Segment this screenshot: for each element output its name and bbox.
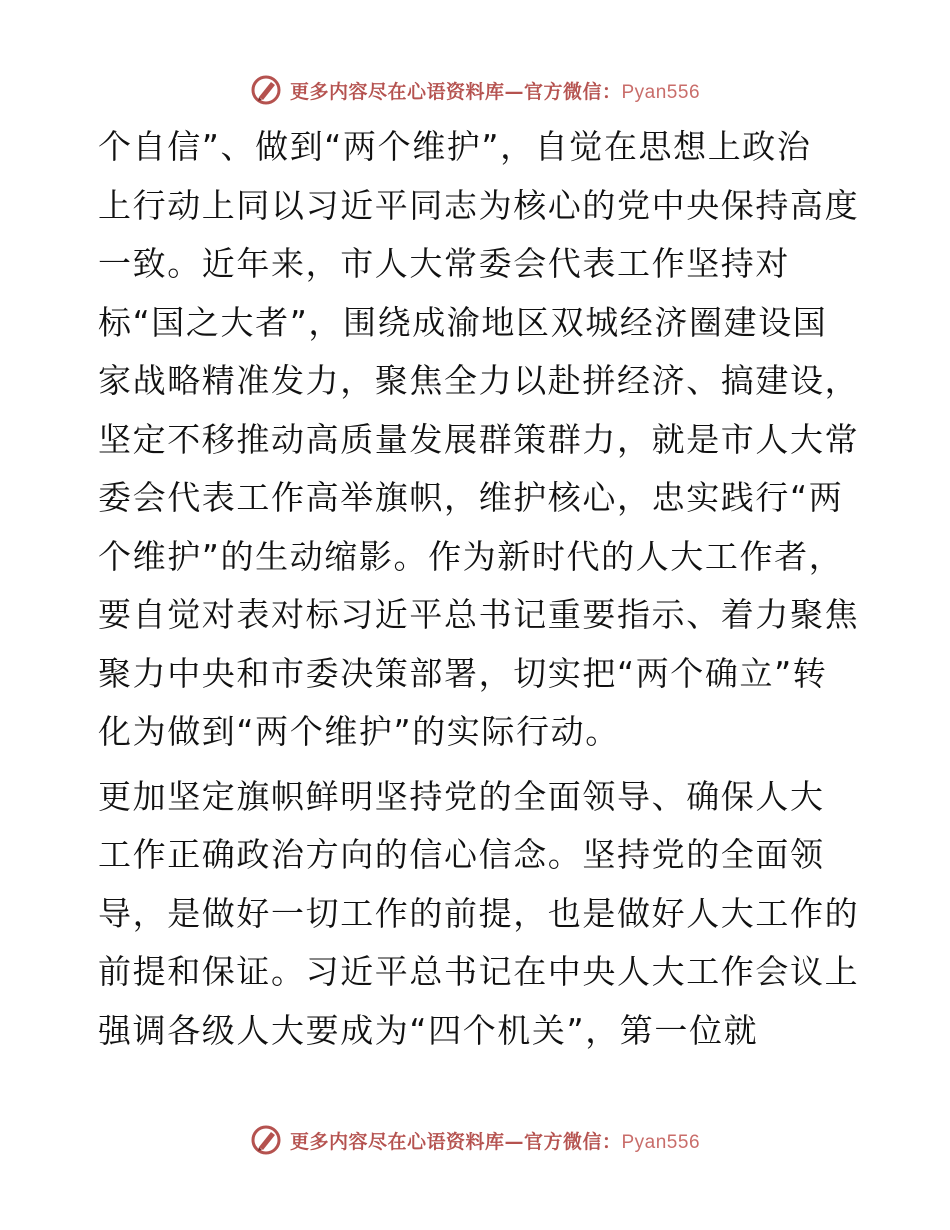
text-line: 坚定不移推动高质量发展群策群力，就是市人大常 xyxy=(98,419,860,459)
text-line: 一致。近年来，市人大常委会代表工作坚持对 xyxy=(98,244,790,283)
watermark-wechat-id: Pyan556 xyxy=(621,1131,701,1153)
text-line: 个维护”的生动缩影。作为新时代的人大工作者， xyxy=(98,536,844,576)
text-line: 上行动上同以习近平同志为核心的党中央保持高度 xyxy=(98,185,860,225)
text-line: 委会代表工作高举旗帜，维护核心，忠实践行“两 xyxy=(98,478,844,517)
footer-watermark xyxy=(0,1120,950,1160)
text-line: 家战略精准发力，聚焦全力以赴拼经济、搞建设， xyxy=(98,361,860,400)
text-line: 个自信”、做到“两个维护”，自觉在思想上政治 xyxy=(98,127,812,166)
text-line: 要自觉对表对标习近平总书记重要指示、着力聚焦 xyxy=(98,595,860,634)
text-line: 更加坚定旗帜鲜明坚持党的全面领导、确保人大 xyxy=(98,776,825,816)
text-line: 前提和保证。习近平总书记在中央人大工作会议上 xyxy=(98,952,860,991)
text-line: 标“国之大者”，围绕成渝地区双城经济圈建设国 xyxy=(98,302,828,342)
watermark-text: 更多内容尽在心语资料库—官方微信：Pyan556 xyxy=(289,80,701,103)
text-line: 工作正确政治方向的信心信念。坚持党的全面领 xyxy=(98,835,825,874)
text-line: 聚力中央和市委决策部署，切实把“两个确立”转 xyxy=(98,653,828,693)
watermark-wechat-id: Pyan556 xyxy=(621,81,701,103)
pen-logo-icon xyxy=(250,74,282,106)
document-body xyxy=(98,118,858,1060)
paragraph-1 xyxy=(98,118,858,762)
text-line: 强调各级人大要成为“四个机关”，第一位就 xyxy=(98,1010,759,1050)
header-watermark xyxy=(0,70,950,110)
text-line: 化为做到“两个维护”的实际行动。 xyxy=(98,712,620,751)
paragraph-2 xyxy=(98,768,858,1061)
text-line: 导，是做好一切工作的前提，也是做好人大工作的 xyxy=(98,893,860,933)
pen-logo-icon xyxy=(250,1124,282,1156)
watermark-text: 更多内容尽在心语资料库—官方微信：Pyan556 xyxy=(289,1130,701,1153)
